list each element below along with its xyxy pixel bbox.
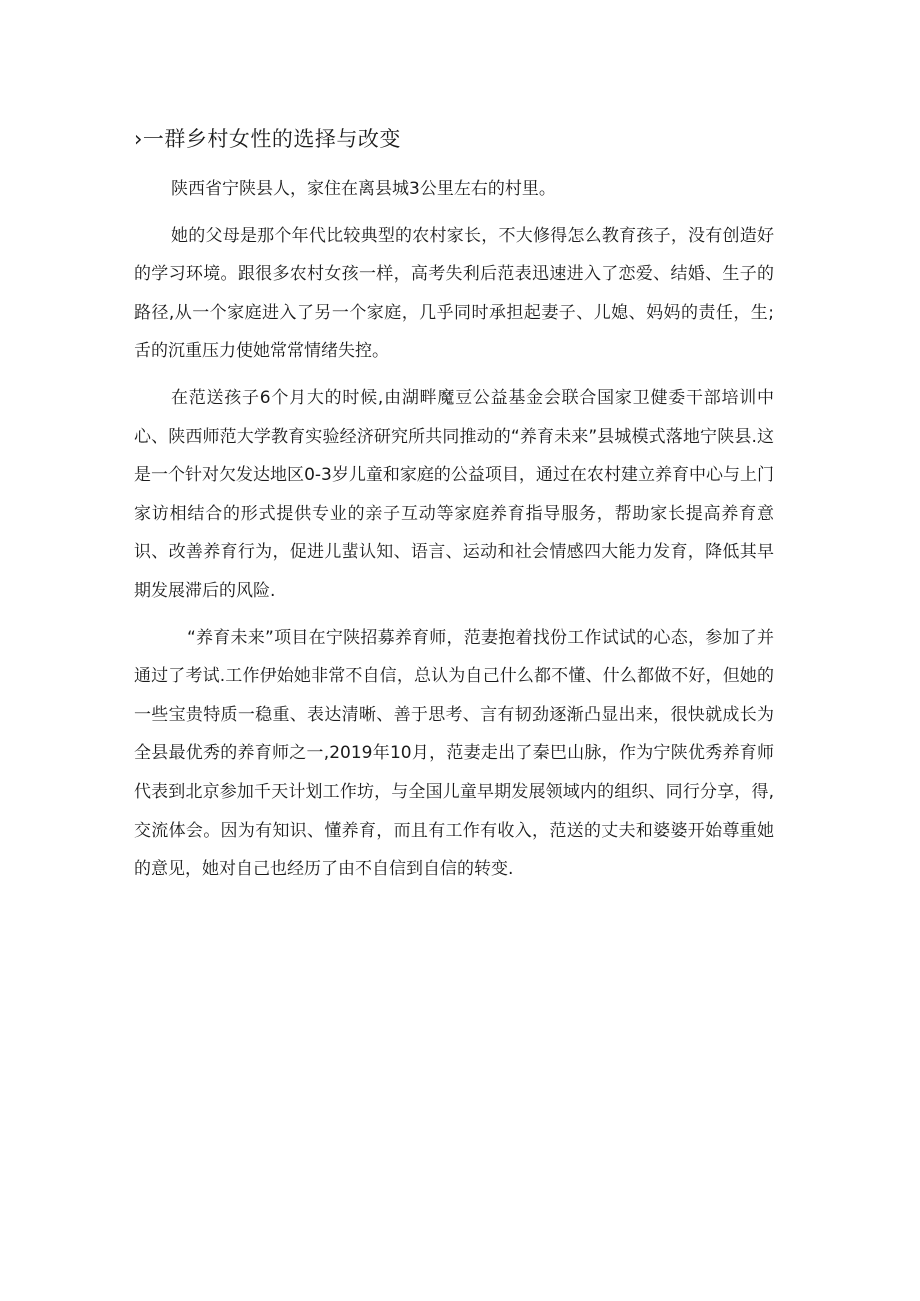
document-title: ›一群乡村女性的选择与改变 — [134, 127, 401, 151]
document-body — [134, 170, 774, 897]
paragraph-3: 在范送孩子6个月大的时候,由湖畔魔豆公益基金会联合国家卫健委干部培训中心、陕西师范大学教育实验经济研究所共同推动的“养育未来”县城模式落地宁陕县.这是一个针对欠发达地区0-3岁儿童和家庭的公益项目，通过在农村建立养育中心与上门家访相结合的形式提供专业的亲子互动等家庭养育指导服务，帮助家长提高养育意识、改善养育行为，促进儿蜚认知、语言、运动和社会情感四大能力发育，降低其早期发展滞后的风险. — [134, 387, 774, 601]
paragraph-2: 她的父母是那个年代比较典型的农村家长，不大修得怎么教育孩子，没有创造好的学习环境。跟很多农村女孩一样，高考失利后范表迅速进入了恋爱、结婚、生子的路径,从一个家庭进入了另一个家庭，几乎同时承担起妻子、儿媳、妈妈的责任，生;舌的沉重压力使她常常情绪失控。 — [134, 225, 774, 362]
paragraph-1: 陕西省宁陕县人，家住在离县城3公里左右的村里。 — [171, 179, 556, 199]
paragraph-4: “养育未来”项目在宁陕招募养育师，范妻抱着找份工作试试的心态，参加了并通过了考试.工作伊始她非常不自信，总认为自己什么都不懂、什么都做不好，但她的一些宝贵特质一稳重、表达清晰、善于思考、言有韧劲逐渐凸显出来，很快就成长为全县最优秀的养育师之一,2019年10月，范妻走出了秦巴山脉，作为宁陕优秀养育师代表到北京参加千天计划工作坊，与全国儿童早期发展领域内的组织、同行分享，得,交流体会。因为有知识、懂养育，而且有工作有收入，范送的丈夫和婆婆开始尊重她的意见，她对自己也经历了由不自信到自信的转变. — [134, 627, 774, 880]
